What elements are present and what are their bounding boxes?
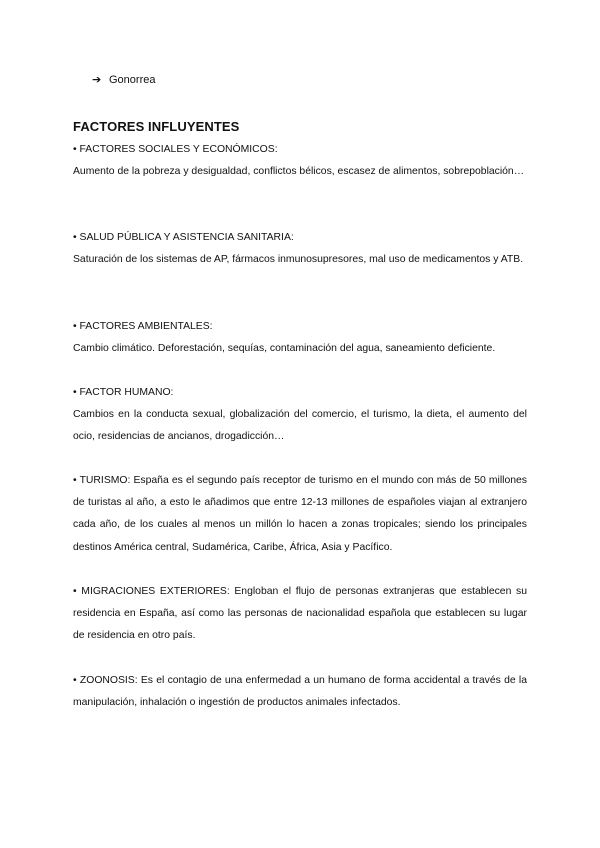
- section-body: Cambio climático. Deforestación, sequías, contaminación del agua, saneamiento deficiente.: [73, 343, 496, 355]
- section-title: • FACTORES AMBIENTALES:: [73, 321, 213, 332]
- section-title: • FACTORES SOCIALES Y ECONÓMICOS:: [73, 144, 278, 155]
- section-body: Saturación de los sistemas de AP, fármacos inmunosupresores, mal uso de medicamentos y ATB.: [73, 254, 524, 266]
- section-environmental: [73, 316, 527, 360]
- list-item-gonorrea: [92, 72, 155, 88]
- section-migrations: [73, 581, 527, 648]
- arrow-right-icon: ➔: [92, 74, 102, 86]
- section-social-economic: [73, 139, 527, 183]
- section-human-factor: [73, 382, 527, 449]
- list-item-label: Gonorrea: [109, 74, 156, 86]
- section-paragraph: • MIGRACIONES EXTERIORES: Engloban el flujo de personas extranjeras que establecen su residencia en España, así como las personas de nacionalidad española que establecen su lugar de residencia en otro país.: [73, 586, 527, 642]
- section-heading: FACTORES INFLUYENTES: [73, 119, 240, 134]
- section-title: • FACTOR HUMANO:: [73, 387, 174, 398]
- section-body: Aumento de la pobreza y desigualdad, conflictos bélicos, escasez de alimentos, sobrepoblación…: [73, 166, 525, 178]
- section-tourism: [73, 470, 527, 559]
- section-public-health: [73, 227, 527, 271]
- section-title: • SALUD PÚBLICA Y ASISTENCIA SANITARIA:: [73, 232, 294, 243]
- section-zoonosis: [73, 670, 527, 714]
- section-body: Cambios en la conducta sexual, globalización del comercio, el turismo, la dieta, el aumento del ocio, residencias de ancianos, drogadicción…: [73, 409, 527, 443]
- section-paragraph: • ZOONOSIS: Es el contagio de una enfermedad a un humano de forma accidental a través de la manipulación, inhalación o ingestión de productos animales infectados.: [73, 675, 527, 709]
- section-paragraph: • TURISMO: España es el segundo país receptor de turismo en el mundo con más de 50 millones de turistas al año, a esto le añadimos que entre 12-13 millones de españoles viajan al extranjero cada año, de los cuales al menos un millón lo hacen a zonas tropicales; siendo los principales destinos América central, Sudamérica, Caribe, África, Asia y Pacífico.: [73, 475, 527, 553]
